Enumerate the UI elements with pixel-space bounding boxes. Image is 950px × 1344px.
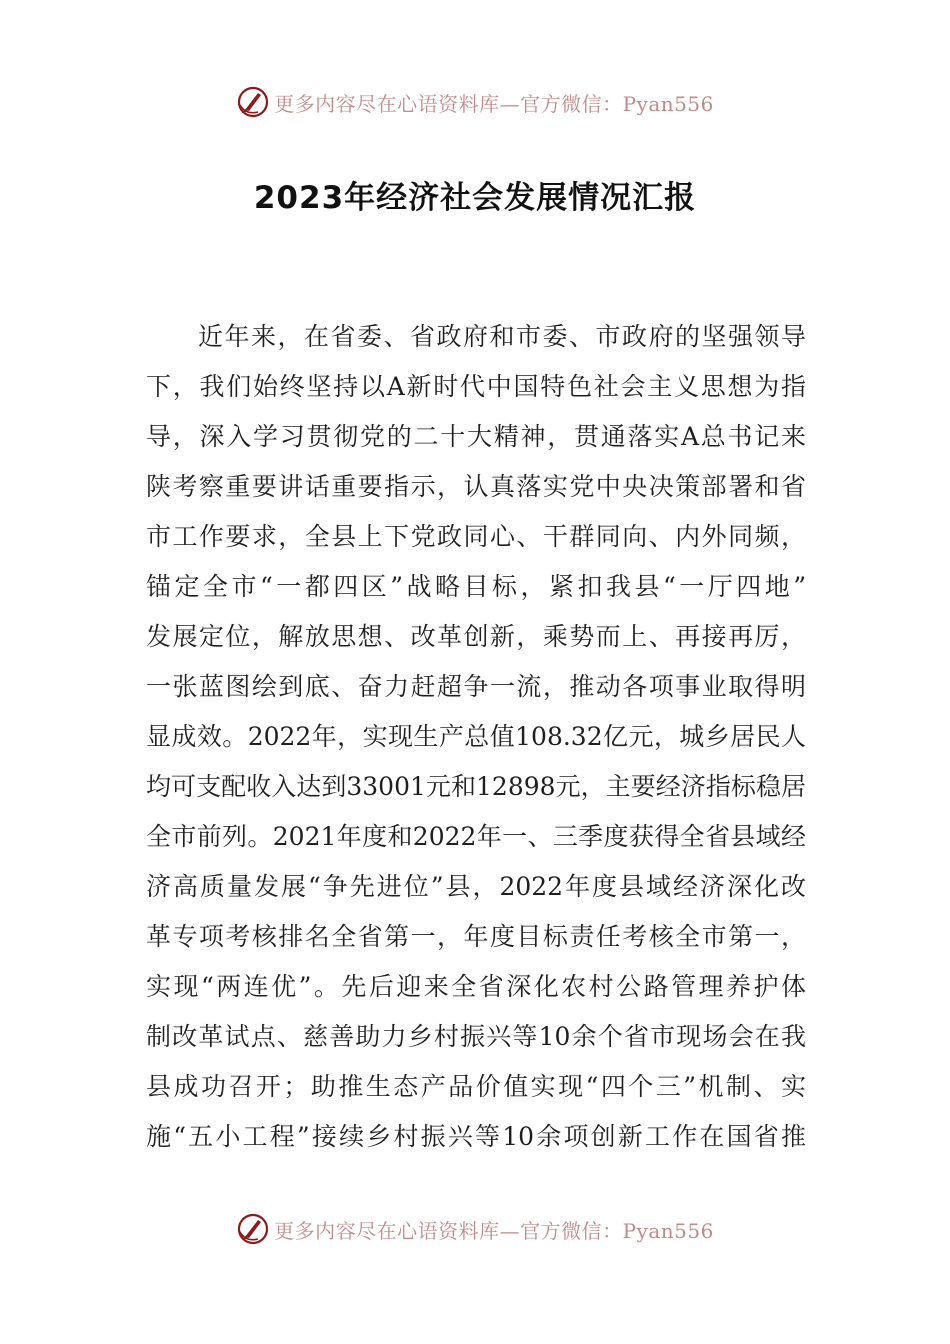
body-line: 革专项考核排名全省第一，年度目标责任考核全市第一， [146, 922, 806, 951]
body-line: 发展定位，解放思想、改革创新，乘势而上、再接再厉， [146, 622, 806, 651]
quill-pen-logo-icon [236, 1212, 270, 1246]
body-line: 县成功召开；助推生态产品价值实现“四个三”机制、实 [146, 1072, 806, 1101]
body-line: 锚定全市“一都四区”战略目标，紧扣我县“一厅四地” [146, 572, 806, 601]
body-line: 显成效。2022年，实现生产总值108.32亿元，城乡居民人 [146, 722, 806, 751]
body-line: 施“五小工程”接续乡村振兴等10余项创新工作在国省推 [146, 1122, 806, 1151]
body-line: 近年来，在省委、省政府和市委、市政府的坚强领导 [198, 322, 806, 351]
body-line: 一张蓝图绘到底、奋力赶超争一流，推动各项事业取得明 [146, 672, 806, 701]
body-line: 济高质量发展“争先进位”县，2022年度县域经济深化改 [146, 872, 806, 901]
body-line: 全市前列。2021年度和2022年一、三季度获得全省县域经 [146, 822, 806, 851]
document-body [146, 312, 806, 1162]
body-line: 市工作要求，全县上下党政同心、干群同向、内外同频， [146, 522, 806, 551]
body-line: 导，深入学习贯彻党的二十大精神，贯通落实A总书记来 [146, 422, 806, 451]
quill-pen-logo-icon [236, 85, 270, 119]
footer-banner [0, 1209, 950, 1249]
header-banner-text: 更多内容尽在心语资料库—官方微信：Pyan556 [274, 91, 714, 116]
body-line: 实现“两连优”。先后迎来全省深化农村公路管理养护体 [146, 972, 806, 1001]
body-line: 制改革试点、慈善助力乡村振兴等10余个省市现场会在我 [146, 1022, 806, 1051]
header-banner [0, 82, 950, 122]
body-line: 陕考察重要讲话重要指示，认真落实党中央决策部署和省 [146, 472, 806, 501]
document-title: 2023年经济社会发展情况汇报 [253, 180, 697, 216]
body-line: 均可支配收入达到33001元和12898元，主要经济指标稳居 [146, 772, 806, 801]
footer-banner-text: 更多内容尽在心语资料库—官方微信：Pyan556 [274, 1218, 714, 1243]
body-line: 下，我们始终坚持以A新时代中国特色社会主义思想为指 [146, 372, 806, 401]
